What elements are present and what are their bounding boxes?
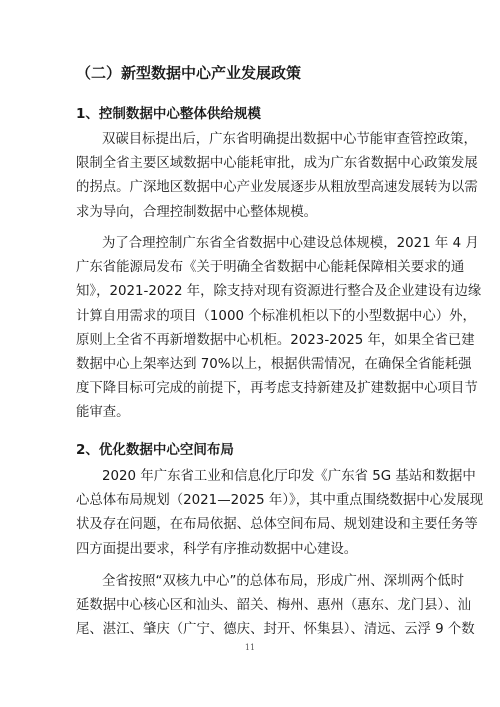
paragraph-3 bbox=[76, 465, 484, 562]
text-line: 2020 年广东省工业和信息化厅印发《广东省 5G 基站和数据中 bbox=[102, 469, 476, 484]
text-line: 知》，2021-2022 年，除支持对现有资源进行整合及企业建设有边缘 bbox=[76, 284, 482, 300]
text-line: 心总体布局规划（2021—2025 年）》，其中重点围绕数据中心发展现 bbox=[76, 493, 484, 509]
paragraph-4 bbox=[76, 570, 475, 643]
paragraph-1 bbox=[76, 128, 478, 225]
text-line: 能审查。 bbox=[76, 405, 130, 421]
subsection-1-title: 1、控制数据中心整体供给规模 bbox=[76, 106, 261, 122]
subsection-2-title: 2、优化数据中心空间布局 bbox=[76, 442, 234, 458]
text-line: 为了合理控制广东省全省数据中心建设总体规模，2021 年 4 月 bbox=[102, 236, 479, 251]
text-line: 广东省能源局发布《关于明确全省数据中心能耗保障相关要求的通 bbox=[76, 260, 465, 276]
text-line: 求为导向，合理控制数据中心整体规模。 bbox=[76, 204, 318, 220]
text-line: 原则上全省不再新增数据中心机柜。2023-2025 年，如果全省已建 bbox=[76, 332, 475, 348]
text-line: 的拐点。广深地区数据中心产业发展逐步从粗放型高速发展转为以需 bbox=[76, 180, 478, 196]
text-line: 尾、湛江、肇庆（广宁、德庆、封开、怀集县）、清远、云浮 9 个数 bbox=[76, 622, 475, 638]
paragraph-2 bbox=[76, 232, 482, 426]
text-line: 延数据中心核心区和汕头、韶关、梅州、惠州（惠东、龙门县）、汕 bbox=[76, 598, 472, 614]
text-line: 计算自用需求的项目（1000 个标准机柜以下的小型数据中心）外， bbox=[76, 308, 476, 324]
text-line: 全省按照“双核九中心”的总体布局，形成广州、深圳两个低时 bbox=[102, 574, 465, 589]
text-line: 状及存在问题，在布局依据、总体空间布局、规划建设和主要任务等 bbox=[76, 517, 478, 533]
page-number: 11 bbox=[244, 643, 256, 652]
text-line: 限制全省主要区域数据中心能耗审批，成为广东省数据中心政策发展 bbox=[76, 156, 478, 172]
text-line: 度下降目标可完成的前提下，再考虑支持新建及扩建数据中心项目节 bbox=[76, 381, 478, 397]
text-line: 四方面提出要求，科学有序推动数据中心建设。 bbox=[76, 541, 358, 557]
text-line: 双碳目标提出后，广东省明确提出数据中心节能审查管控政策， bbox=[102, 132, 477, 147]
section-title: （二）新型数据中心产业发展政策 bbox=[76, 64, 302, 82]
text-line: 数据中心上架率达到 70%以上，根据供需情况，在确保全省能耗强 bbox=[76, 357, 472, 373]
